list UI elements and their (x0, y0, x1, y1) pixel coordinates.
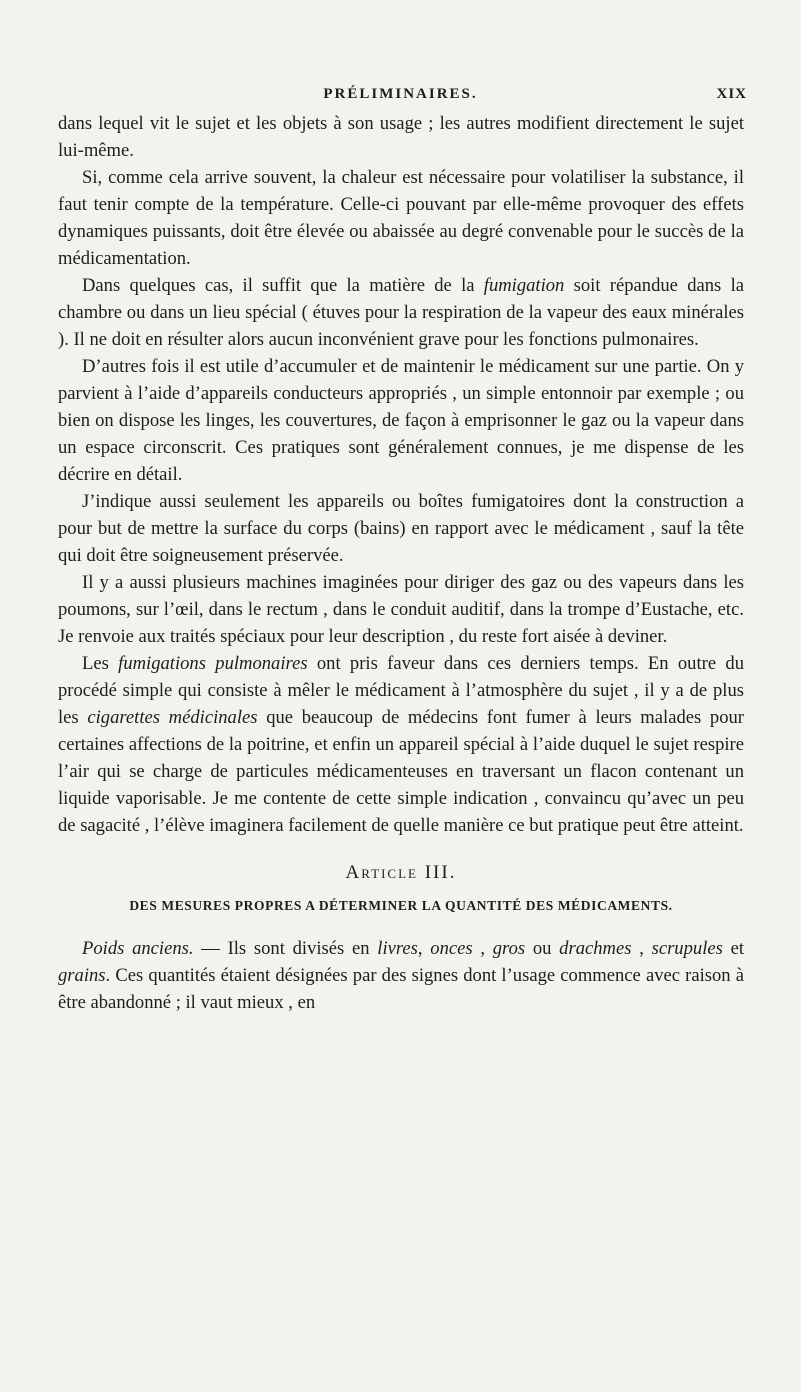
paragraph (58, 272, 744, 353)
page-number: XIX (716, 86, 747, 102)
italic-text: grains (58, 965, 106, 986)
text-run: , (631, 938, 652, 959)
text-run: Les (82, 653, 119, 674)
text-run: Si, comme cela arrive souvent, la chaleur est nécessaire pour volatiliser la substance, il faut tenir compte de la température. Celle-ci pouvant par elle-même provoquer des effets dynamiques puissants, doit être élevée ou abaissée au degré convenable pour le succès de la médicamentation. (58, 167, 744, 269)
text-run: . Ces quantités étaient désignées par des signes dont l’usage commence avec raison à être abandonné ; il vaut mieux , en (58, 965, 744, 1013)
italic-text: scrupules (651, 938, 723, 959)
italic-text: fumigation (483, 275, 565, 296)
text-run: ont pris faveur dans ces derniers temps. En outre du procédé simple qui consiste à mêler le médicament à l’atmosphère du sujet , il y a de plus les (58, 653, 744, 728)
text-run: J’indique aussi seulement les appareils ou boîtes fumigatoires dont la construction a pour but de mettre la surface du corps (bains) en rapport avec le médicament , sauf la tête qui doit être soigneusement préservée. (58, 491, 744, 566)
italic-text: fumigations pulmonaires (118, 653, 308, 674)
paragraph (58, 164, 744, 272)
paragraph (58, 353, 744, 488)
paragraph (58, 110, 744, 164)
text-run: — Ils sont divisés en (193, 938, 378, 959)
text-run: dans lequel vit le sujet et les objets à son usage ; les autres modifient directement le sujet lui-même. (58, 113, 744, 161)
article-heading (58, 859, 744, 886)
paragraph (58, 650, 744, 839)
italic-text: drachmes (559, 938, 632, 959)
paragraph (58, 569, 744, 650)
text-run: Il y a aussi plusieurs machines imaginées pour diriger des gaz ou des vapeurs dans les poumons, sur l’œil, dans le rectum , dans le conduit auditif, dans la trompe d’Eustache, etc. Je renvoie aux traités spéciaux pour leur description , du reste fort aisée à deviner. (58, 572, 744, 647)
text-run: ou (525, 938, 560, 959)
italic-text: livres (377, 938, 418, 959)
text-run: soit répandue dans la chambre ou dans un lieu spécial ( étuves pour la respiration de la vapeur des eaux minérales ). Il ne doit en résulter alors aucun inconvénient grave pour les fonctions pulmonaires. (58, 275, 745, 350)
italic-text: Poids anciens. (82, 938, 194, 959)
text-run: Dans quelques cas, il suffit que la matière de la (82, 275, 484, 296)
text-run: , (417, 938, 431, 959)
text-run: et (722, 938, 745, 959)
paragraph (58, 488, 744, 569)
italic-text: onces (430, 938, 473, 959)
section-title: DES MESURES PROPRES A DÉTERMINER LA QUANTITÉ DES MÉDICAMENTS. (129, 898, 673, 913)
paragraph (58, 935, 744, 1016)
italic-text: cigarettes médicinales (87, 707, 258, 728)
text-run: , (472, 938, 493, 959)
body-text (58, 110, 744, 1016)
article-heading-text: Article III. (345, 862, 457, 883)
running-title: PRÉLIMINAIRES. (323, 86, 478, 102)
page-header (0, 86, 801, 112)
text-run: D’autres fois il est utile d’accumuler et de maintenir le médicament sur une partie. On y parvient à l’aide d’appareils conducteurs appropriés , un simple entonnoir par exemple ; ou bien on dispose les linges, les couvertures, de façon à emprisonner le gaz ou la vapeur dans un espace circonscrit. Ces pratiques sont généralement connues, je me dispense de les décrire en détail. (58, 356, 744, 485)
italic-text: gros (492, 938, 526, 959)
text-run: que beaucoup de médecins font fumer à leurs malades pour certaines affections de la poitrine, et enfin un appareil spécial à l’aide duquel le sujet respire l’air qui se charge de particules médicamenteuses en traversant un flacon contenant un liquide vaporisable. Je me contente de cette simple indication , convaincu qu’avec un peu de sagacité , l’élève imaginera facilement de quelle manière ce but pratique peut être atteint. (58, 707, 745, 836)
